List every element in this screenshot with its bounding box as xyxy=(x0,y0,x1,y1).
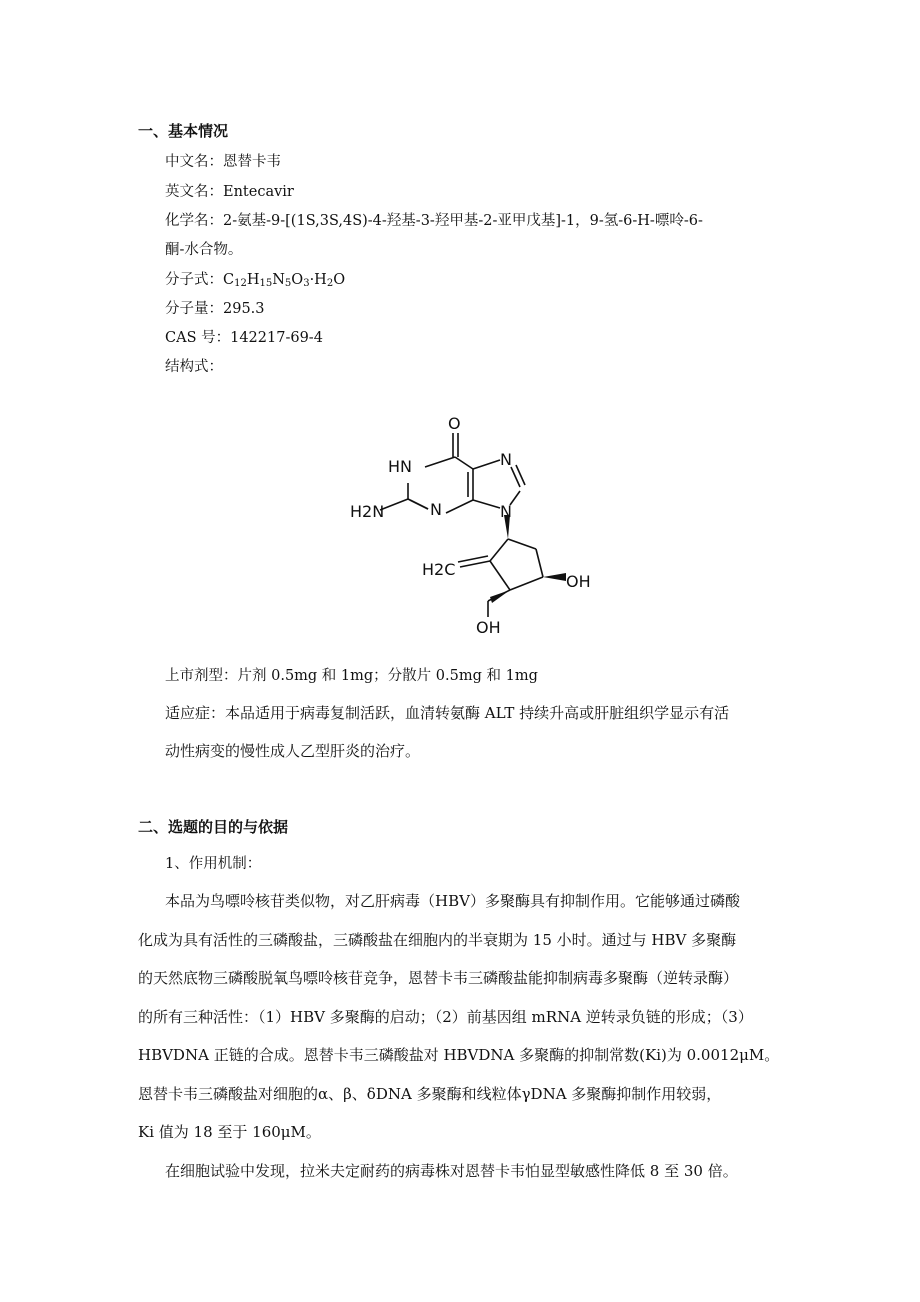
chemical-name-line-2: 酮-水合物。 xyxy=(165,242,243,258)
cas-number: CAS 号：142217-69-4 xyxy=(165,330,323,346)
section-2-heading: 二、选题的目的与依据 xyxy=(138,818,289,836)
atom-label: N xyxy=(430,500,442,519)
paragraph-line: 化成为具有活性的三磷酸盐，三磷酸盐在细胞内的半衰期为 15 小时。通过与 HBV 多聚酶 xyxy=(138,931,737,949)
section-1-heading: 一、基本情况 xyxy=(138,122,229,140)
dosage-forms: 上市剂型：片剂 0.5mg 和 1mg；分散片 0.5mg 和 1mg xyxy=(165,668,538,684)
indication-line-1: 适应症：本品适用于病毒复制活跃，血清转氨酶 ALT 持续升高或肝脏组织学显示有活 xyxy=(165,704,730,722)
english-name: 英文名：Entecavir xyxy=(165,184,294,200)
paragraph-line: Ki 值为 18 至于 160μM。 xyxy=(138,1123,321,1141)
paragraph-line: 的所有三种活性：（1）HBV 多聚酶的启动；（2）前基因组 mRNA 逆转录负链的形成；（3） xyxy=(138,1008,753,1026)
molecular-formula: 分子式：$C_{12}H_{15}N_5O_3\cdot H_2O$ xyxy=(165,272,346,289)
molecular-weight: 分子量：295.3 xyxy=(165,301,265,317)
chinese-name: 中文名：恩替卡韦 xyxy=(165,154,281,170)
atom-label: H2C xyxy=(422,560,456,579)
paragraph-line: 恩替卡韦三磷酸盐对细胞的α、β、δDNA 多聚酶和线粒体γDNA 多聚酶抑制作用较弱， xyxy=(138,1085,722,1103)
subsection-mechanism: 1、作用机制： xyxy=(165,856,262,872)
paragraph-line: 在细胞试验中发现，拉米夫定耐药的病毒株对恩替卡韦怕显型敏感性降低 8 至 30 倍。 xyxy=(165,1162,738,1180)
atom-label: O xyxy=(448,414,461,433)
structure-label: 结构式： xyxy=(165,359,223,375)
structural-formula-diagram xyxy=(330,405,610,645)
paragraph-line: 本品为鸟嘌呤核苷类似物，对乙肝病毒（HBV）多聚酶具有抑制作用。它能够通过磷酸 xyxy=(165,892,740,910)
paragraph-line: 的天然底物三磷酸脱氧鸟嘌呤核苷竞争，恩替卡韦三磷酸盐能抑制病毒多聚酶（逆转录酶） xyxy=(138,969,739,987)
atom-label: H2N xyxy=(350,502,385,521)
paragraph-line: HBVDNA 正链的合成。恩替卡韦三磷酸盐对 HBVDNA 多聚酶的抑制常数(Ki)为 0.0012μM。 xyxy=(138,1046,780,1064)
atom-label: N xyxy=(500,502,512,521)
atom-label: OH xyxy=(566,572,591,591)
atom-label: OH xyxy=(476,618,501,637)
atom-label: N xyxy=(500,450,512,469)
indication-line-2: 动性病变的慢性成人乙型肝炎的治疗。 xyxy=(165,742,421,760)
chemical-name-line-1: 化学名：2-氨基-9-[(1S,3S,4S)-4-羟基-3-羟甲基-2-亚甲戊基]-1，9-氢-6-H-嘌呤-6- xyxy=(165,213,703,229)
atom-label: HN xyxy=(388,457,412,476)
